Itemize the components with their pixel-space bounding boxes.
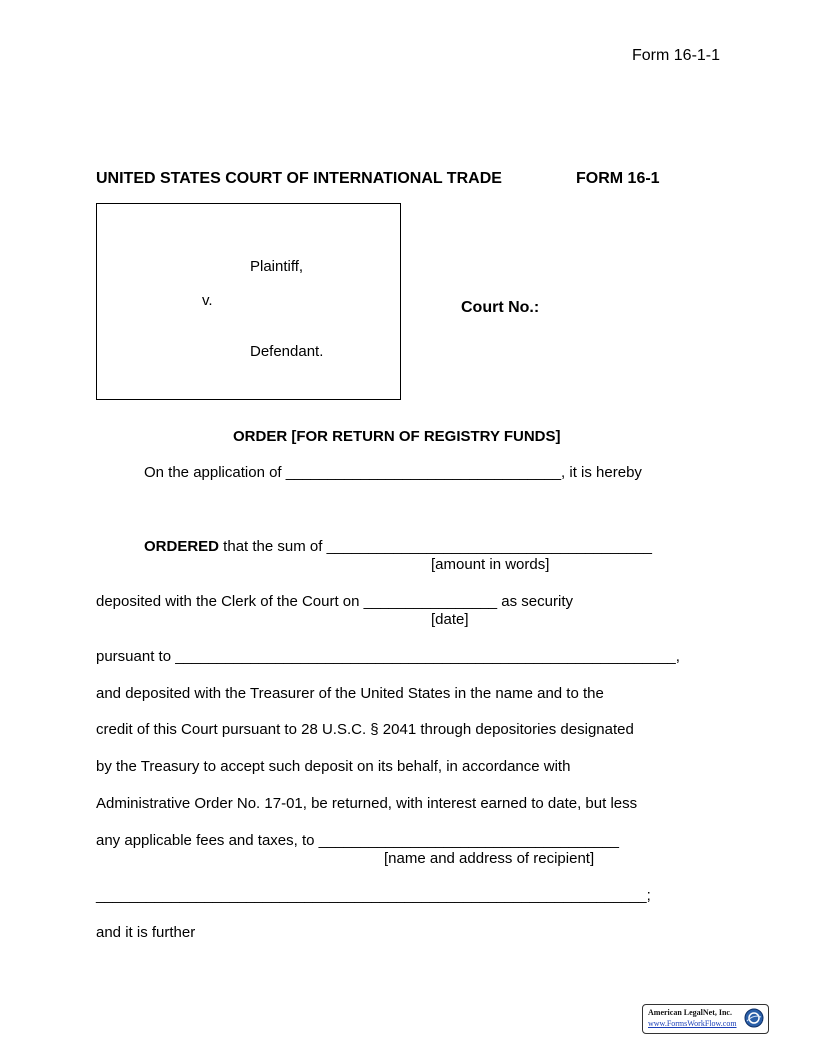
badge-company: American LegalNet, Inc. <box>648 1008 732 1017</box>
sum-line: that the sum of _______________________________________ <box>219 538 652 555</box>
ordered-line <box>144 538 652 555</box>
admin-order-line: Administrative Order No. 17-01, be returned, with interest earned to date, but less <box>96 795 638 812</box>
badge-url[interactable]: www.FormsWorkFlow.com <box>648 1019 737 1028</box>
date-hint: [date] <box>431 611 469 628</box>
treasury-line: by the Treasury to accept such deposit on its behalf, in accordance with <box>96 758 571 775</box>
blank-line: __________________________________________________________________; <box>96 887 651 904</box>
fees-line: any applicable fees and taxes, to ____________________________________ <box>96 832 619 849</box>
globe-icon <box>744 1008 764 1028</box>
form-number: Form 16-1-1 <box>632 47 721 64</box>
deposited-line: deposited with the Clerk of the Court on ________________ as security <box>96 593 573 610</box>
application-line: On the application of _________________________________, it is hereby <box>144 464 642 481</box>
amount-hint: [amount in words] <box>431 556 550 573</box>
order-title: ORDER [FOR RETURN OF REGISTRY FUNDS] <box>233 428 561 445</box>
versus-label: v. <box>202 292 213 309</box>
case-caption-box <box>96 203 401 400</box>
court-no-label: Court No.: <box>461 299 540 316</box>
ordered-label: ORDERED <box>144 538 220 555</box>
pursuant-line: pursuant to ____________________________________________________________, <box>96 648 680 665</box>
recipient-hint: [name and address of recipient] <box>384 850 595 867</box>
treasurer-line: and deposited with the Treasurer of the United States in the name and to the <box>96 685 604 702</box>
court-name: UNITED STATES COURT OF INTERNATIONAL TRADE <box>96 170 502 187</box>
credit-line: credit of this Court pursuant to 28 U.S.C. § 2041 through depositories designated <box>96 721 634 738</box>
further-line: and it is further <box>96 924 196 941</box>
form-label: FORM 16-1 <box>576 170 660 187</box>
legalnet-badge[interactable] <box>642 1004 769 1034</box>
defendant-label: Defendant. <box>250 343 324 360</box>
plaintiff-label: Plaintiff, <box>250 258 304 275</box>
